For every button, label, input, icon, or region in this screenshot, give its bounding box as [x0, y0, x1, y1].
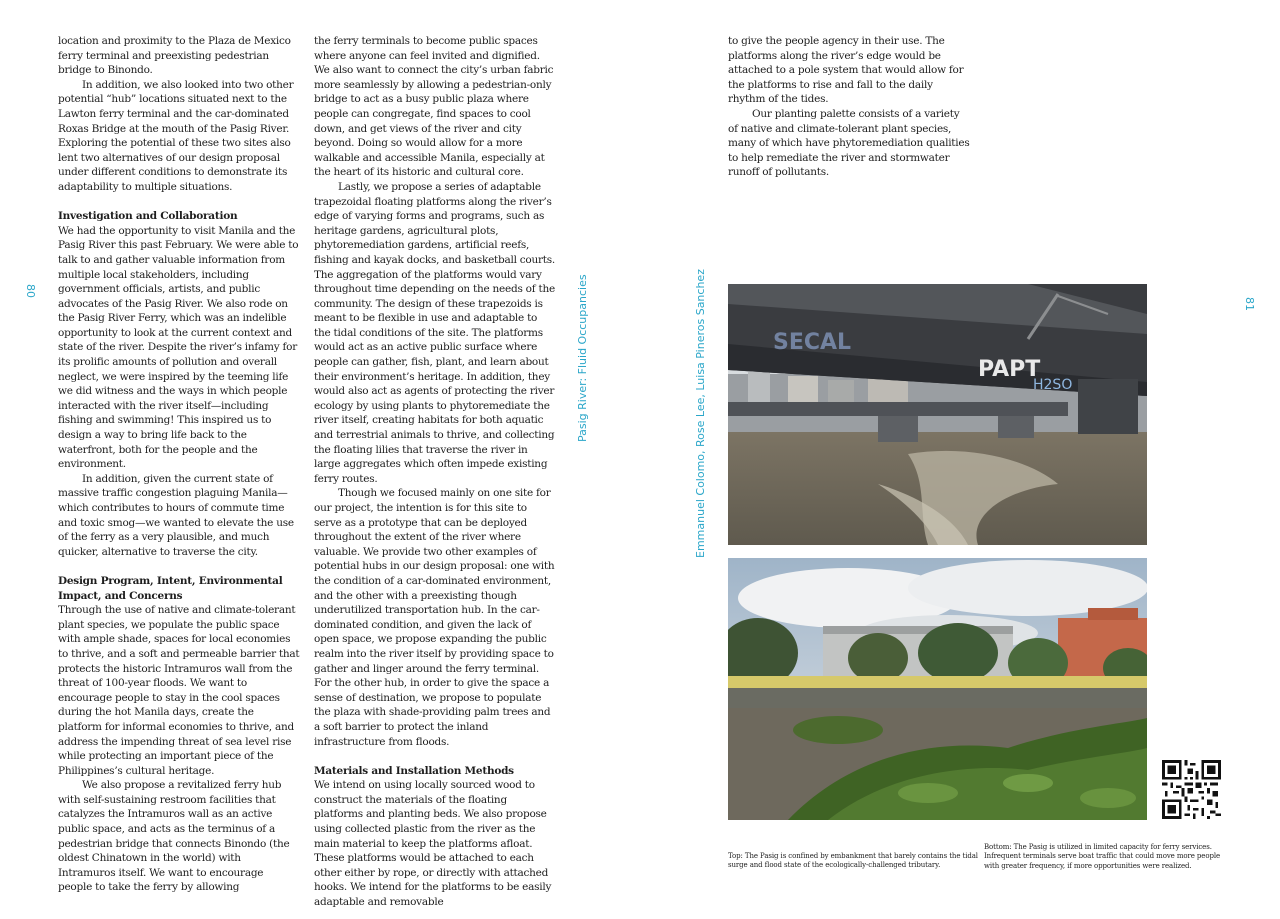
- qr-code[interactable]: [1162, 760, 1221, 819]
- paragraph: location and proximity to the Plaza de Mexico ferry terminal and preexisting pedestrian bridge to Binondo.: [58, 35, 291, 77]
- paragraph: Our planting palette consists of a variety of native and climate-tolerant plant species, many of which have phytoremediation qualities to help remediate the river and stormwater runoff of pollutants.: [728, 107, 970, 179]
- running-title: Pasig River: Fluid Occupancies: [576, 274, 589, 442]
- photo-river-with-water-lilies: [728, 558, 1147, 820]
- section-heading: Investigation and Collaboration: [58, 210, 238, 223]
- paragraph: Lastly, we propose a series of adaptable trapezoidal floating platforms along the river’s edge of varying forms and programs, such as heritage gardens, agricultural plots, phytoremediation gardens, artificial reefs, fishing and kayak docks, and basketball courts. The aggregation of the platforms would vary throughout time depending on the needs of the community. The design of these trapezoids is meant to be flexible in use and adaptable to the tidal conditions of the site. The platforms would act as an active public surface where people can gather, fish, plant, and learn about their environment’s heritage. In addition, they would also act as agents of protecting the river ecology by using plants to phytoremediate the river itself, creating habitats for both aquatic and terrestrial animals to thrive, and collecting the floating lilies that traverse the river in large aggregates which often impede existing ferry routes.: [314, 180, 555, 485]
- section-heading: Design Program, Intent, Environmental Impact, and Concerns: [58, 574, 283, 602]
- paragraph: We had the opportunity to visit Manila and the Pasig River this past February. We were able to talk to and gather valuable information from multiple local stakeholders, including government officials, artists, and public advocates of the Pasig River. We also rode on the Pasig River Ferry, which was an indelible opportunity to look at the current context and state of the river. Despite the river’s infamy for its prolific amounts of pollution and overall neglect, we were inspired by the teeming life we did witness and the ways in which people interacted with the river itself—including fishing and swimming! This inspired us to design a way to bring life back to the waterfront, both for the people and the environment.: [58, 224, 299, 471]
- text-column-2: [314, 34, 556, 910]
- paragraph: Though we focused mainly on one site for our project, the intention is for this site to serve as a prototype that can be deployed throughout the extent of the river where valuable. We provide two other examples of potential hubs in our design proposal: one with the condition of a car-dominated environment, and the other with a preexisting though underutilized transportation hub. In the car-dominated condition, and given the lack of open space, we propose expanding the public realm into the river itself by providing space to gather and linger around the ferry terminal. For the other hub, in order to give the space a sense of destination, we propose to populate the plaza with shade-providing palm trees and a soft barrier to protect the inland infrastructure from floods.: [314, 487, 555, 748]
- paragraph: Through the use of native and climate-tolerant plant species, we populate the public space with ample shade, spaces for local economies to thrive, and a soft and permeable barrier that protects the historic Intramuros wall from the threat of 100-year floods. We want to encourage people to stay in the cool spaces during the hot Manila days, create the platform for informal economies to thrive, and address the impending threat of sea level rise while protecting an important piece of the Philippines’s cultural heritage.: [58, 604, 300, 777]
- section-heading: Materials and Installation Methods: [314, 764, 514, 777]
- text-column-3: [728, 34, 972, 180]
- page-number-right: 81: [1243, 297, 1256, 311]
- page-number-left: 80: [24, 284, 37, 298]
- text-column-1: [58, 34, 300, 895]
- paragraph: In addition, we also looked into two other potential “hub” locations situated next to the Lawton ferry terminal and the car-dominated Roxas Bridge at the mouth of the Pasig River. Exploring the potential of these two sites also lent two alternatives of our design proposal under different conditions to demonstrate its adaptability to multiple situations.: [58, 78, 294, 193]
- svg-text:H2SO: H2SO: [1033, 377, 1073, 393]
- caption-bottom-photo: Bottom: The Pasig is utilized in limited capacity for ferry services. Infrequent terminals serve boat traffic that could move more people with greater frequency, if more opportunities were realized.: [984, 843, 1221, 870]
- paragraph: We also propose a revitalized ferry hub with self-sustaining restroom facilities that catalyzes the Intramuros wall as an active public space, and acts as the terminus of a pedestrian bridge that connects Binondo (the oldest Chinatown in the world) with Intramuros itself. We want to encourage people to take the ferry by allowing: [58, 779, 290, 894]
- paragraph: to give the people agency in their use. The platforms along the river’s edge would be attached to a pole system that would allow for the platforms to rise and fall to the daily rhythm of the tides.: [728, 35, 964, 106]
- paragraph: We intend on using locally sourced wood to construct the materials of the floating platforms and planting beds. We also propose using collected plastic from the river as the main material to keep the platforms afloat. These platforms would be attached to each other either by rope, or directly with attached hooks. We intend for the platforms to be easily adaptable and removable: [314, 779, 552, 909]
- paragraph: In addition, given the current state of massive traffic congestion plaguing Manila—which contributes to hours of commute time and toxic smog—we wanted to elevate the use of the ferry as a very plausible, and much quicker, alternative to traverse the city.: [58, 472, 294, 558]
- photo-bridge-over-river: [728, 284, 1147, 545]
- paragraph: the ferry terminals to become public spaces where anyone can feel invited and dignified. We also want to connect the city’s urban fabric more seamlessly by allowing a pedestrian-only bridge to act as a busy public plaza where people can congregate, find spaces to cool down, and get views of the river and city beyond. Doing so would allow for a more walkable and accessible Manila, especially at the heart of its historic and cultural core.: [314, 35, 554, 179]
- running-authors: Emmanuel Colomo, Rose Lee, Luisa Pineros Sanchez: [694, 269, 707, 558]
- svg-text:SECAL: SECAL: [773, 330, 852, 355]
- caption-top-photo: Top: The Pasig is confined by embankment that barely contains the tidal surge and flood state of the ecologically-challenged tributary.: [728, 852, 978, 870]
- svg-text:PAPT: PAPT: [978, 357, 1041, 382]
